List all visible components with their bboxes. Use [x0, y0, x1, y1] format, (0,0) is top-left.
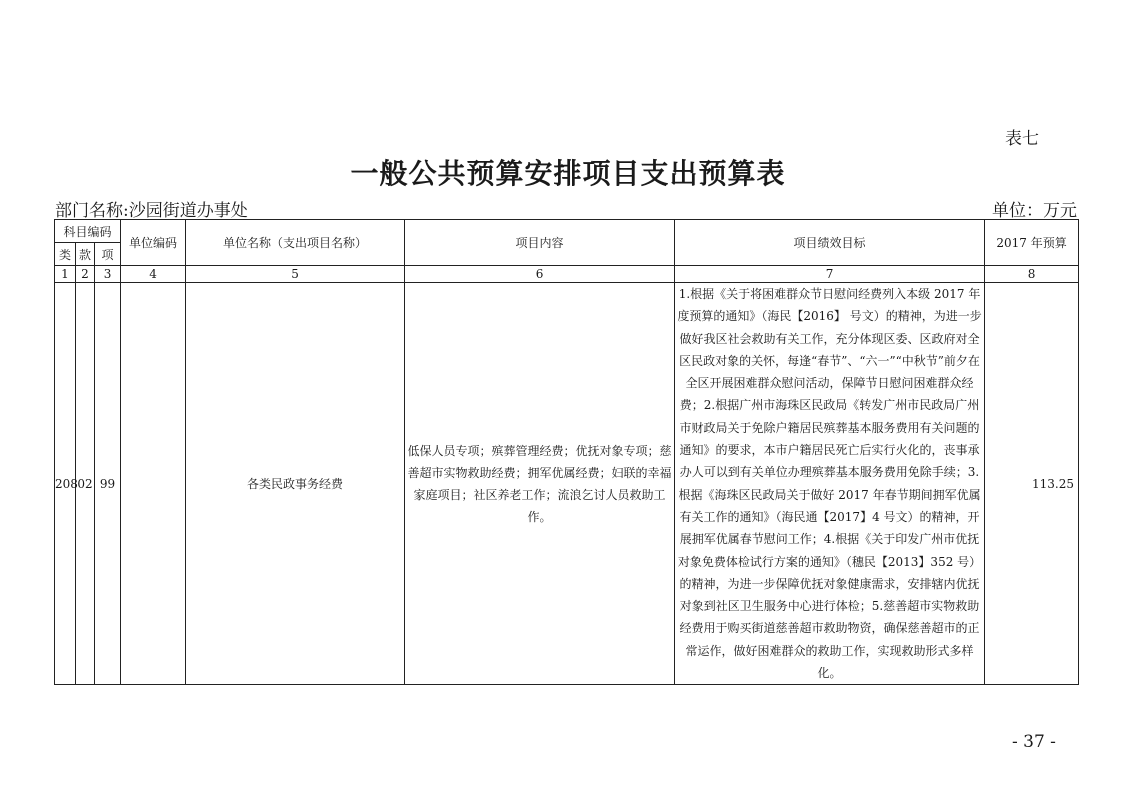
- budget-table: [54, 219, 1079, 685]
- cell-performance: 1.根据《关于将困难群众节日慰问经费列入本级 2017 年度预算的通知》（海民【2016】 号文）的精神，为进一步做好我区社会救助有关工作，充分体现区委、区政府对全区民政对象的关怀，每逢“春节”、“六一”“中秋节”前夕在全区开展困难群众慰问活动，保障节日慰问困难群众经费；2.根据广州市海珠区民政局《转发广州市民政局广州市财政局关于免除户籍居民殡葬基本服务费用有关问题的通知》的要求，本市户籍居民死亡后实行火化的，丧事承办人可以到有关单位办理殡葬基本服务费用免除手续；3.根据《海珠区民政局关于做好 2017 年春节期间拥军优属有关工作的通知》（海民通【2017】4 号文）的精神，开展拥军优属春节慰问工作；4.根据《关于印发广州市优抚对象免费体检试行方案的通知》（穗民【2013】352 号）的精神，为进一步保障优抚对象健康需求，安排辖内优抚对象到社区卫生服务中心进行体检；5.慈善超市实物救助经费用于购买街道慈善超市救助物资，确保慈善超市的正常运作，做好困难群众的救助工作，实现救助形式多样化。: [675, 283, 985, 685]
- page-title: 一般公共预算安排项目支出预算表: [350, 157, 786, 190]
- column-number: 6: [405, 266, 675, 283]
- header-unit-name: 单位名称（支出项目名称）: [186, 220, 405, 266]
- page-number: - 37 -: [1012, 732, 1056, 752]
- column-number: 5: [186, 266, 405, 283]
- table-row: [55, 283, 1079, 685]
- unit-label: 单位：万元: [992, 201, 1077, 221]
- cell-budget-2017: 113.25: [985, 283, 1079, 685]
- cell-unit-code: [121, 283, 186, 685]
- cell-kuan: 02: [76, 283, 95, 685]
- header-lei: 类: [55, 243, 76, 266]
- column-number: 2: [76, 266, 95, 283]
- column-number: 3: [95, 266, 121, 283]
- header-xiang: 项: [95, 243, 121, 266]
- header-performance: 项目绩效目标: [675, 220, 985, 266]
- department-name: 部门名称:沙园街道办事处: [55, 201, 248, 221]
- column-number: 7: [675, 266, 985, 283]
- header-content: 项目内容: [405, 220, 675, 266]
- header-unit-code: 单位编码: [121, 220, 186, 266]
- cell-lei: 208: [55, 283, 76, 685]
- header-kuan: 款: [76, 243, 95, 266]
- cell-unit-name: 各类民政事务经费: [186, 283, 405, 685]
- column-number: 4: [121, 266, 186, 283]
- table-tag: 表七: [1005, 129, 1039, 149]
- header-subject-code: 科目编码: [55, 220, 121, 243]
- header-budget-2017: 2017 年预算: [985, 220, 1079, 266]
- column-number: 8: [985, 266, 1079, 283]
- cell-content: 低保人员专项；殡葬管理经费；优抚对象专项；慈善超市实物救助经费；拥军优属经费；妇联的幸福家庭项目；社区养老工作；流浪乞讨人员救助工作。: [405, 283, 675, 685]
- cell-xiang: 99: [95, 283, 121, 685]
- column-number: 1: [55, 266, 76, 283]
